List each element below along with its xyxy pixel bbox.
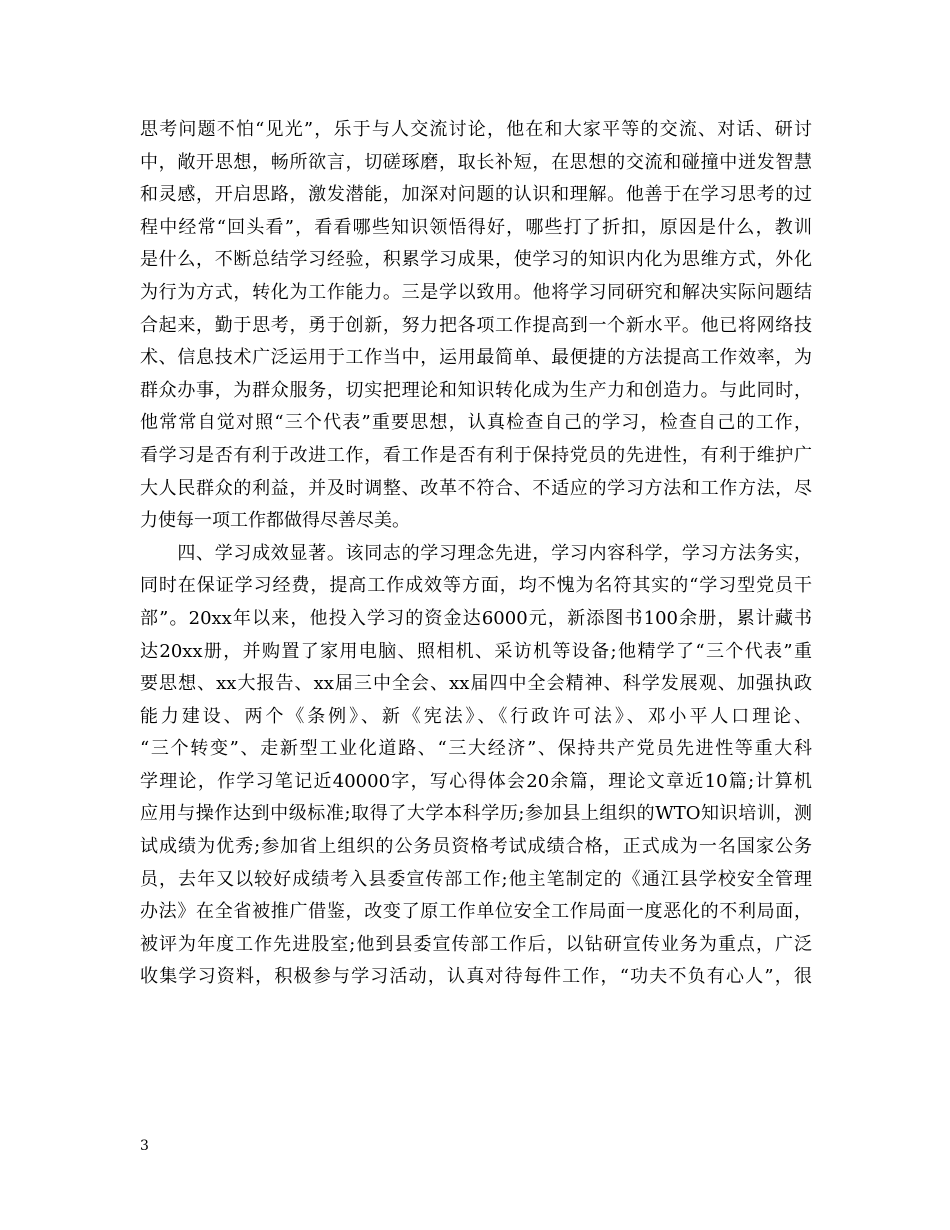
text-line: 同时在保证学习经费，提高工作成效等方面，均不愧为名符其实的“学习型党员干 [140,575,812,597]
page-number: 3 [140,1138,149,1154]
text-line: 要思想、xx大报告、xx届三中全会、xx届四中全会精神、科学发展观、加强执政 [140,673,812,695]
text-line: 他常常自觉对照“三个代表”重要思想，认真检查自己的学习，检查自己的工作， [140,412,812,434]
text-line: 是什么，不断总结学习经验，积累学习成果，使学习的知识内化为思维方式，外化 [140,249,812,271]
text-line: 程中经常“回头看”，看看哪些知识领悟得好，哪些打了折扣，原因是什么，教训 [140,216,812,238]
text-line: 员，去年又以较好成绩考入县委宣传部工作;他主笔制定的《通江县学校安全管理 [140,868,812,890]
text-line: 力使每一项工作都做得尽善尽美。 [140,510,410,532]
text-line: 学理论，作学习笔记近40000字，写心得体会20余篇，理论文章近10篇;计算机 [140,770,812,792]
text-line: 群众办事，为群众服务，切实把理论和知识转化成为生产力和创造力。与此同时， [140,379,812,401]
text-line: 办法》在全省被推广借鉴，改变了原工作单位安全工作局面一度恶化的不利局面， [140,901,812,923]
text-line: 术、信息技术广泛运用于工作当中，运用最简单、最便捷的方法提高工作效率，为 [140,347,812,369]
body-text [140,114,812,994]
text-line: 试成绩为优秀;参加省上组织的公务员资格考试成绩合格，正式成为一名国家公务 [140,836,812,858]
text-line: 和灵感，开启思路，激发潜能，加深对问题的认识和理解。他善于在学习思考的过 [140,184,812,206]
text-line: 应用与操作达到中级标准;取得了大学本科学历;参加县上组织的WTO知识培训，测 [140,803,812,825]
text-line: 中，敞开思想，畅所欲言，切磋琢磨，取长补短，在思想的交流和碰撞中迸发智慧 [140,151,812,173]
text-line: 被评为年度工作先进股室;他到县委宣传部工作后，以钻研宣传业务为重点，广泛 [140,933,812,955]
text-line: 收集学习资料，积极参与学习活动，认真对待每件工作，“功夫不负有心人”，很 [140,966,812,988]
text-line: “三个转变”、走新型工业化道路、“三大经济”、保持共产党员先进性等重大科 [140,738,812,760]
text-line: 为行为方式，转化为工作能力。三是学以致用。他将学习同研究和解决实际问题结 [140,281,812,303]
text-line: 思考问题不怕“见光”，乐于与人交流讨论，他在和大家平等的交流、对话、研讨 [140,119,812,140]
text-line: 看学习是否有利于改进工作，看工作是否有利于保持党员的先进性，有利于维护广 [140,444,812,466]
text-line: 达20xx册，并购置了家用电脑、照相机、采访机等设备;他精学了“三个代表”重 [140,640,812,662]
text-line: 大人民群众的利益，并及时调整、改革不符合、不适应的学习方法和工作方法，尽 [140,477,812,499]
text-line: 四、学习成效显著。该同志的学习理念先进，学习内容科学，学习方法务实， [140,542,812,564]
text-line: 能力建设、两个《条例》、新《宪法》、《行政许可法》、邓小平人口理论、 [140,705,812,727]
text-line: 合起来，勤于思考，勇于创新，努力把各项工作提高到一个新水平。他已将网络技 [140,314,812,336]
text-line: 部”。20xx年以来，他投入学习的资金达6000元，新添图书100余册，累计藏书 [140,607,812,629]
